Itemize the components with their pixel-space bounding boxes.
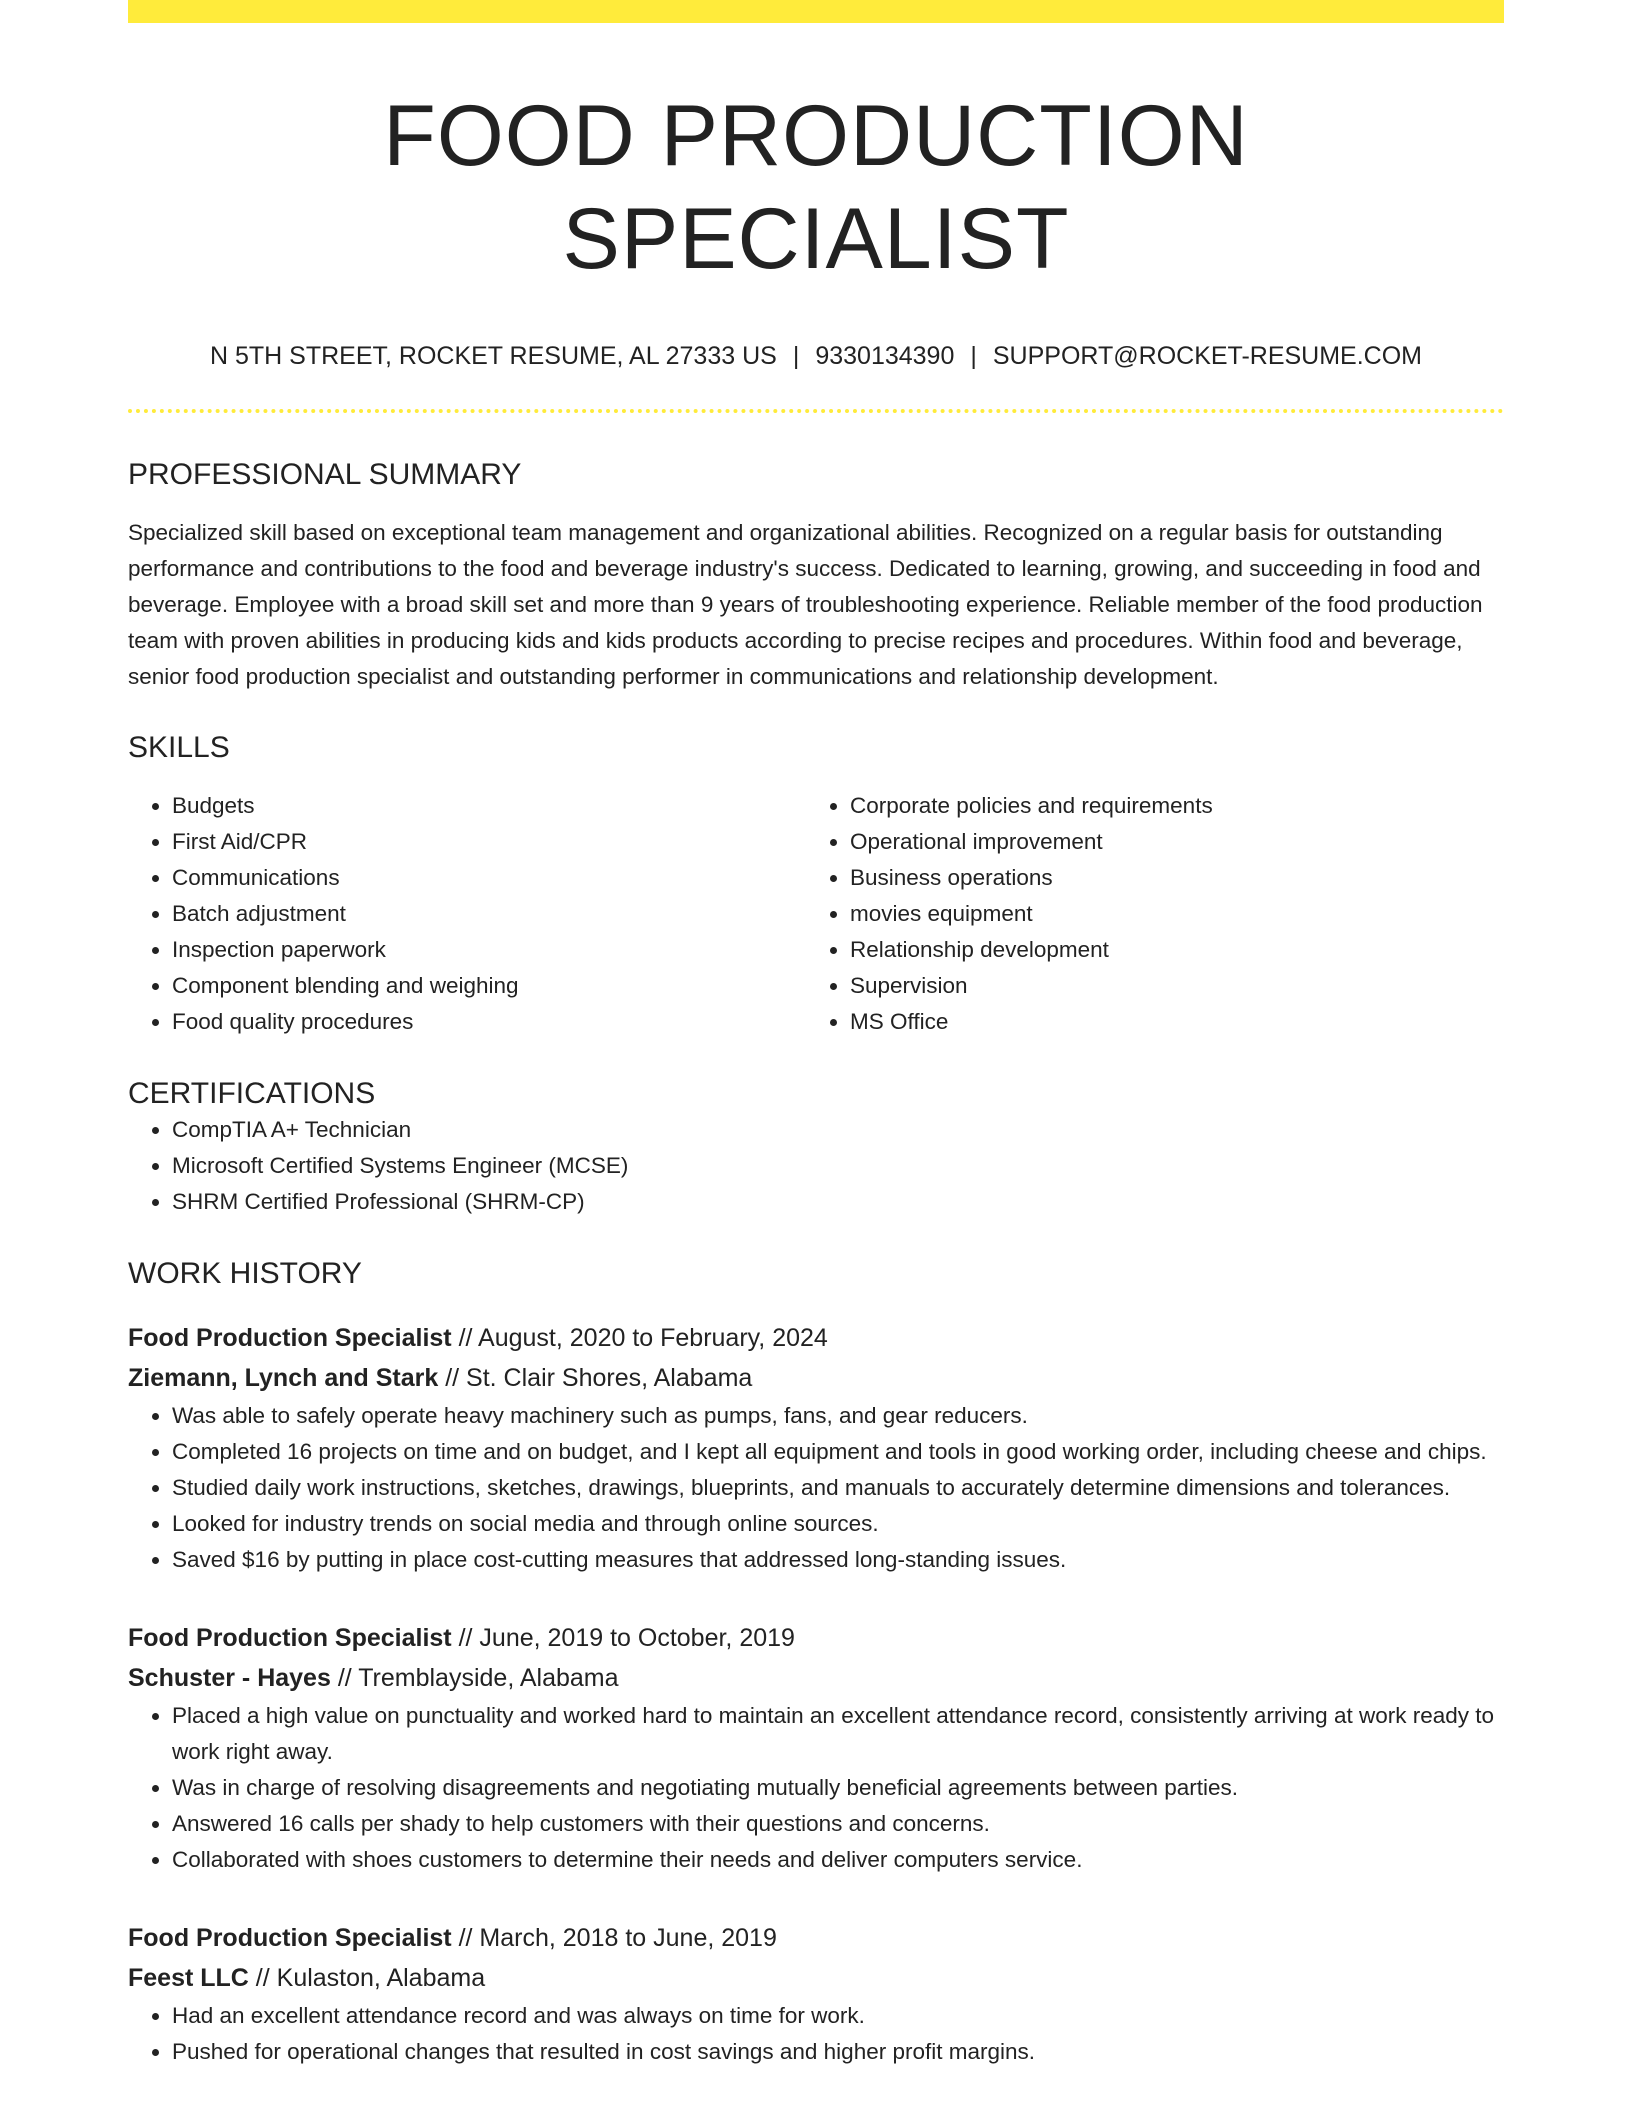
contact-separator: |: [970, 342, 977, 371]
job-entry: [128, 1918, 1504, 2070]
job-company-line: [128, 1658, 1504, 1698]
skill-item: • Inspection paperwork: [172, 932, 806, 968]
skill-item: • Batch adjustment: [172, 896, 806, 932]
summary-heading: PROFESSIONAL SUMMARY: [128, 458, 522, 492]
job-bullet: • Looked for industry trends on social media and through online sources.: [172, 1506, 1504, 1542]
skill-item: • Operational improvement: [850, 824, 1484, 860]
job-location: // Kulaston, Alabama: [248, 1964, 486, 1993]
skill-item: • Food quality procedures: [172, 1004, 806, 1040]
job-company: Ziemann, Lynch and Stark: [128, 1364, 439, 1393]
job-bullet: • Pushed for operational changes that resulted in cost savings and higher profit margins.: [172, 2034, 1504, 2070]
job-role-line: [128, 1918, 1504, 1958]
job-role-line: [128, 1618, 1504, 1658]
skill-item: • First Aid/CPR: [172, 824, 806, 860]
skills-left-column: [128, 788, 806, 1040]
skill-item: • Relationship development: [850, 932, 1484, 968]
job-bullet: • Collaborated with shoes customers to determine their needs and deliver computers service.: [172, 1842, 1504, 1878]
skill-item: • MS Office: [850, 1004, 1484, 1040]
contact-line: [128, 341, 1504, 371]
certifications-heading: CERTIFICATIONS: [128, 1077, 376, 1111]
email-address: SUPPORT@ROCKET-RESUME.COM: [992, 342, 1423, 371]
job-company: Schuster - Hayes: [128, 1664, 331, 1693]
address: N 5TH STREET, ROCKET RESUME, AL 27333 US: [209, 342, 777, 371]
job-bullet: • Had an excellent attendance record and was always on time for work.: [172, 1998, 1504, 2034]
job-bullet-list: [128, 1398, 1504, 1578]
job-location: // St. Clair Shores, Alabama: [438, 1364, 753, 1393]
work-history-heading: WORK HISTORY: [128, 1257, 362, 1291]
resume-title: FOOD PRODUCTION SPECIALIST: [383, 88, 1249, 288]
job-role: Food Production Specialist: [128, 1324, 452, 1353]
skill-item: • Component blending and weighing: [172, 968, 806, 1004]
job-company-line: [128, 1958, 1504, 1998]
top-accent-bar: [128, 0, 1504, 23]
contact-separator: |: [792, 342, 800, 371]
skills-columns: [128, 788, 1504, 1040]
resume-page: [128, 0, 1504, 2070]
skills-right-column: [806, 788, 1484, 1040]
job-bullet: • Saved $16 by putting in place cost-cutting measures that addressed long-standing issues.: [172, 1542, 1504, 1578]
skills-list-left: [128, 788, 806, 1040]
job-role: Food Production Specialist: [128, 1624, 452, 1653]
job-role-line: [128, 1318, 1504, 1358]
job-location: // Tremblayside, Alabama: [330, 1664, 619, 1693]
job-bullet: • Placed a high value on punctuality and worked hard to maintain an excellent attendance record, consistently arriving at work ready to work right away.: [172, 1698, 1504, 1770]
skills-list-right: [806, 788, 1484, 1040]
job-bullet: • Was in charge of resolving disagreements and negotiating mutually beneficial agreements between parties.: [172, 1770, 1504, 1806]
skill-item: • Budgets: [172, 788, 806, 824]
job-bullet: • Was able to safely operate heavy machinery such as pumps, fans, and gear reducers.: [172, 1398, 1504, 1434]
skill-item: • Business operations: [850, 860, 1484, 896]
job-bullet-list: [128, 1998, 1504, 2070]
skill-item: • Corporate policies and requirements: [850, 788, 1484, 824]
certification-item: • CompTIA A+ Technician: [172, 1112, 1504, 1148]
certifications-list: [128, 1112, 1504, 1220]
skills-heading: SKILLS: [128, 731, 230, 765]
job-company-line: [128, 1358, 1504, 1398]
job-dates: // March, 2018 to June, 2019: [451, 1924, 777, 1953]
dotted-divider: [128, 409, 1504, 413]
job-entry: [128, 1618, 1504, 1878]
job-dates: // August, 2020 to February, 2024: [451, 1324, 828, 1353]
job-bullet-list: [128, 1698, 1504, 1878]
job-company: Feest LLC: [128, 1964, 249, 1993]
job-bullet: • Answered 16 calls per shady to help customers with their questions and concerns.: [172, 1806, 1504, 1842]
job-bullet: • Completed 16 projects on time and on budget, and I kept all equipment and tools in good working order, including cheese and chips.: [172, 1434, 1504, 1470]
job-bullet: • Studied daily work instructions, sketches, drawings, blueprints, and manuals to accurately determine dimensions and tolerances.: [172, 1470, 1504, 1506]
skill-item: • Communications: [172, 860, 806, 896]
summary-text: Specialized skill based on exceptional team management and organizational abilities. Recognized on a regular basis for outstanding performance and contributions to the food and beverage industry's success. Dedicated to learning, growing, and succeeding in food and beverage. Employee with a broad skill set and more than 9 years of troubleshooting experience. Reliable member of the food production team with proven abilities in producing kids and kids products according to precise recipes and procedures. Within food and beverage, senior food production specialist and outstanding performer in communications and relationship development.: [128, 520, 1483, 690]
job-dates: // June, 2019 to October, 2019: [451, 1624, 795, 1653]
skill-item: • Supervision: [850, 968, 1484, 1004]
certification-item: • Microsoft Certified Systems Engineer (MCSE): [172, 1148, 1504, 1184]
skill-item: • movies equipment: [850, 896, 1484, 932]
certification-item: • SHRM Certified Professional (SHRM-CP): [172, 1184, 1504, 1220]
phone-number: 9330134390: [815, 342, 955, 371]
job-entry: [128, 1318, 1504, 1578]
job-role: Food Production Specialist: [128, 1924, 452, 1953]
